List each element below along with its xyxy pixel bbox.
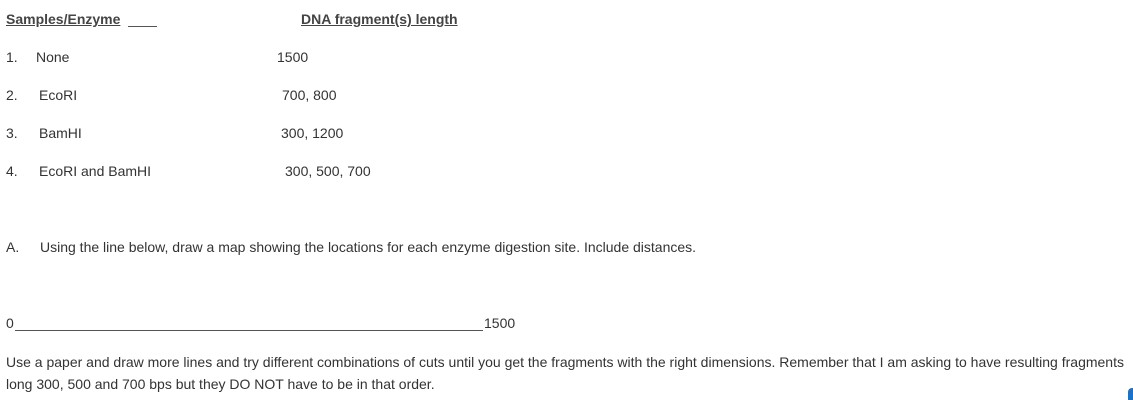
instructions-paragraph: Use a paper and draw more lines and try different combinations of cuts until you get the fragments with the right dimensions. Remember that I am asking to have resulting fragments long 300, 500 and 700 bps but they DO NOT have to be in that order. bbox=[6, 354, 1124, 392]
row-3-enzyme: BamHI bbox=[39, 125, 82, 141]
row-2-lengths: 700, 800 bbox=[282, 87, 337, 103]
header-underline-extension bbox=[128, 26, 157, 27]
map-line bbox=[15, 330, 483, 331]
row-4-enzyme: EcoRI and BamHI bbox=[39, 163, 152, 179]
row-4-lengths: 300, 500, 700 bbox=[285, 163, 371, 179]
map-start-label: 0 bbox=[6, 315, 14, 331]
row-4-number: 4. bbox=[6, 163, 18, 179]
question-text: Using the line below, draw a map showing the locations for each enzyme digestion site. Include distances. bbox=[40, 239, 697, 255]
scroll-indicator[interactable] bbox=[1128, 388, 1133, 400]
row-1-enzyme: None bbox=[36, 49, 70, 65]
question-label: A. bbox=[6, 239, 20, 255]
row-1-number: 1. bbox=[6, 49, 18, 65]
samples-header: Samples/Enzyme bbox=[6, 11, 121, 27]
map-end-label: 1500 bbox=[484, 315, 516, 331]
row-2-enzyme: EcoRI bbox=[39, 87, 78, 103]
row-3-number: 3. bbox=[6, 125, 18, 141]
fragments-header: DNA fragment(s) length bbox=[301, 11, 458, 27]
row-2-number: 2. bbox=[6, 87, 18, 103]
row-1-lengths: 1500 bbox=[277, 49, 309, 65]
row-3-lengths: 300, 1200 bbox=[281, 125, 344, 141]
